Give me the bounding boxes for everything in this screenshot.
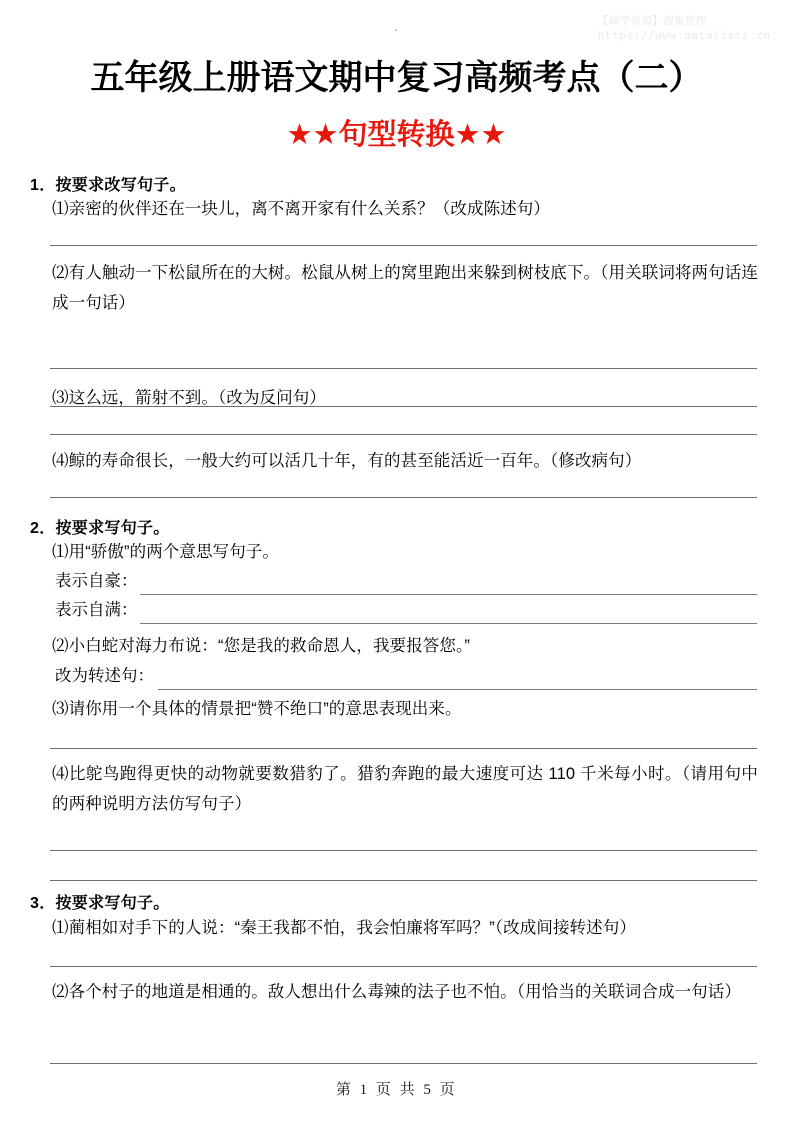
question-1-3: ⑶这么远，箭射不到。（改为反问句） (52, 389, 326, 407)
page-title: 五年级上册语文期中复习高频考点（二） (90, 59, 703, 97)
question-1-4: ⑷鲸的寿命很长，一般大约可以活几十年，有的甚至能活近一百年。（修改病句） (52, 452, 642, 470)
answer-rule-2-4-b[interactable] (50, 880, 757, 881)
watermark-source-label: 【尚学资源】搜集整理 (597, 15, 707, 27)
watermark-url: https://www.datalists.cn (597, 30, 771, 43)
question-2-3: ⑶请你用一个具体的情景把“赞不绝口”的意思表现出来。 (52, 700, 462, 718)
section-3-heading: 3．按要求写句子。 (30, 895, 170, 912)
question-2-4: ⑷比鸵鸟跑得更快的动物就要数猎豹了。猎豹奔跑的最大速度可达 110 千米每小时。（请用句中的两种说明方法仿写句子） (52, 765, 758, 813)
question-1-1: ⑴亲密的伙伴还在一块儿，离不离开家有什么关系？（改成陈述句） (52, 200, 550, 218)
answer-rule-3-1[interactable] (50, 966, 757, 967)
page-footer: 第 1 页 共 5 页 (335, 1082, 458, 1098)
answer-rule-2-1-b[interactable] (140, 623, 757, 624)
fill-label-pride: 表示自豪： (55, 572, 138, 590)
question-3-1: ⑴蔺相如对手下的人说：“秦王我都不怕，我会怕廉将军吗？”（改成间接转述句） (52, 919, 636, 937)
page-dot-mark (395, 29, 397, 31)
question-1-2: ⑵有人触动一下松鼠所在的大树。松鼠从树上的窝里跑出来躲到树枝底下。（用关联词将两句话连成一句话） (52, 264, 758, 312)
answer-rule-2-4-a[interactable] (50, 850, 757, 851)
answer-rule-2-1-a[interactable] (140, 594, 757, 595)
question-3-2: ⑵各个村子的地道是相通的。敌人想出什么毒辣的法子也不怕。（用恰当的关联词合成一句话） (52, 983, 741, 1001)
section-2-heading: 2．按要求写句子。 (30, 520, 170, 537)
answer-rule-1-4[interactable] (50, 497, 757, 498)
answer-rule-1-1[interactable] (50, 245, 757, 246)
answer-rule-1-3[interactable] (50, 434, 757, 435)
answer-rule-2-3[interactable] (50, 748, 757, 749)
watermark (598, 14, 771, 44)
answer-rule-1-2-a[interactable] (50, 368, 757, 369)
fill-label-reported-speech: 改为转述句： (55, 667, 154, 685)
section-1-heading: 1．按要求改写句子。 (30, 177, 186, 194)
question-2-2: ⑵小白蛇对海力布说：“您是我的救命恩人，我要报答您。” (52, 637, 470, 655)
page-subtitle: ★★句型转换★★ (286, 119, 507, 151)
question-2-1: ⑴用“骄傲”的两个意思写句子。 (52, 543, 279, 561)
answer-rule-3-2[interactable] (50, 1063, 757, 1064)
answer-rule-2-2[interactable] (158, 689, 757, 690)
fill-label-conceit: 表示自满： (55, 601, 138, 619)
